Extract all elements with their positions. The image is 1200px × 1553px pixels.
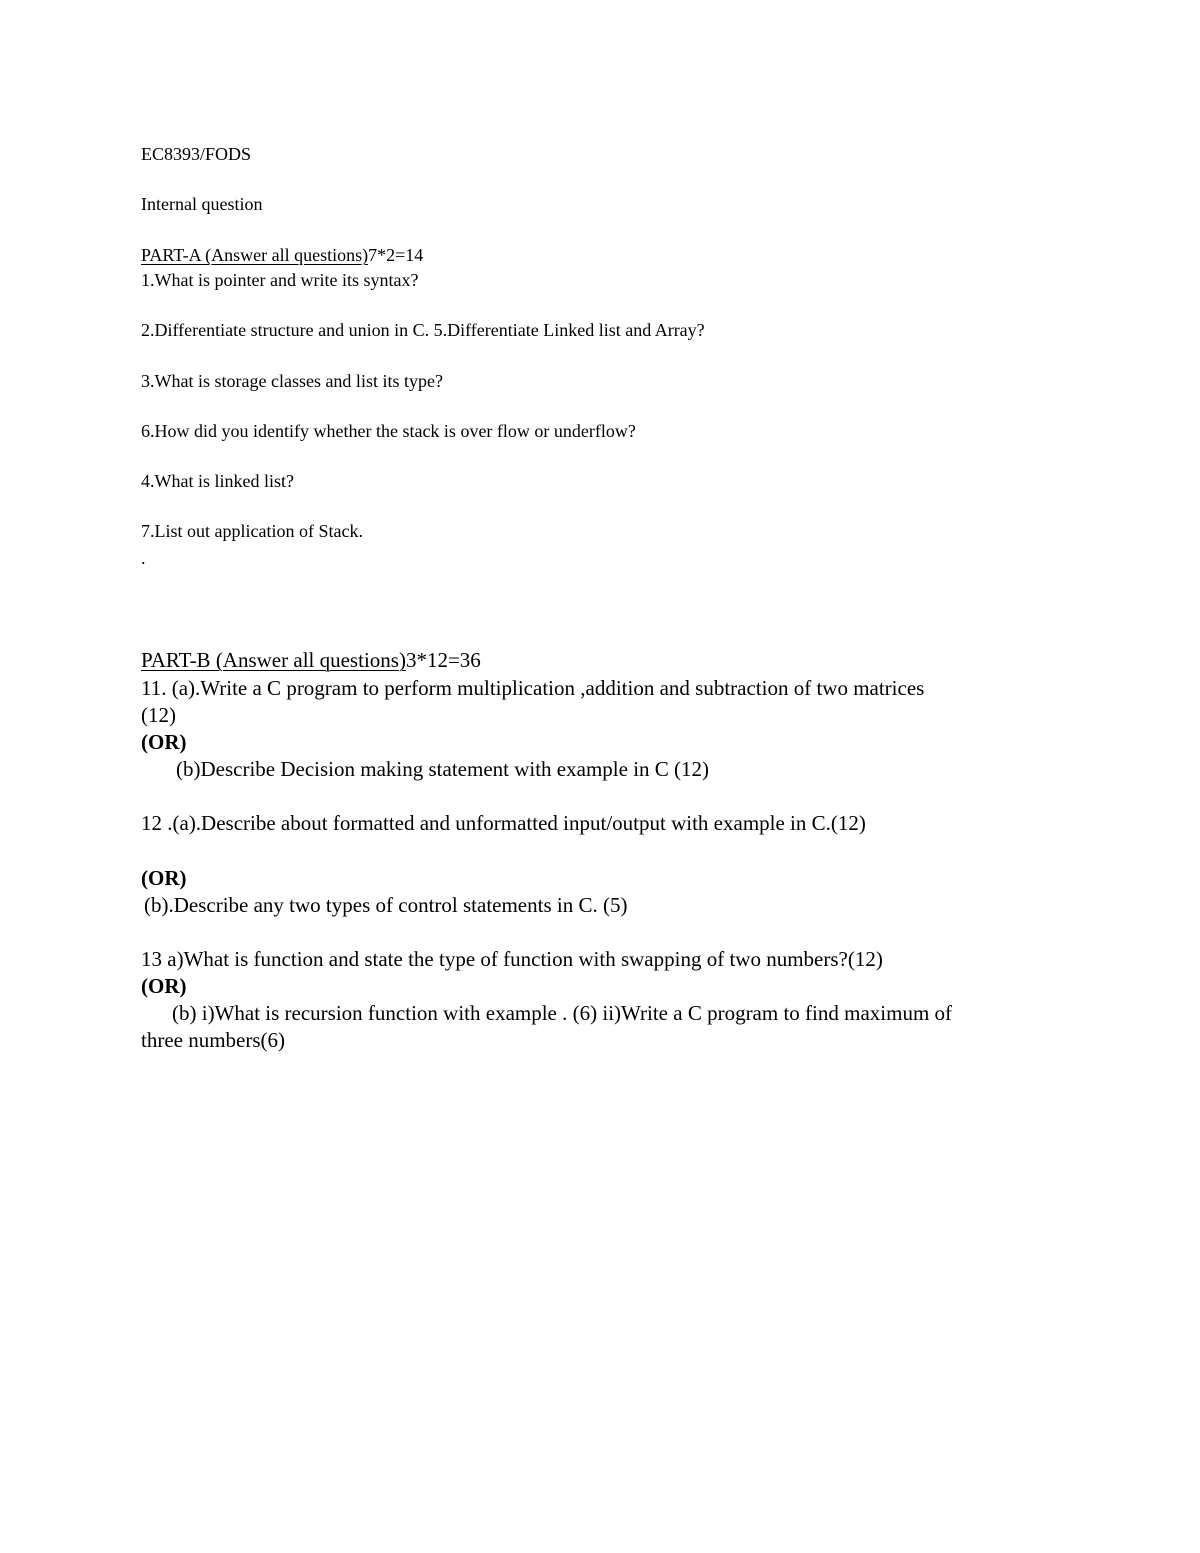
- part-a-question-7: 7.List out application of Stack.: [141, 521, 363, 541]
- part-b-heading: PART-B (Answer all questions): [141, 648, 406, 672]
- part-b-heading-line: [141, 650, 481, 671]
- q13-b-line-1: (b) i)What is recursion function with example . (6) ii)Write a C program to find maximum of: [172, 1001, 953, 1025]
- part-a-question-4: 4.What is linked list?: [141, 471, 294, 491]
- q12-a: 12 .(a).Describe about formatted and unformatted input/output with example in C.(12): [141, 811, 866, 835]
- course-code: EC8393/FODS: [141, 144, 252, 164]
- part-a-question-6: 6.How did you identify whether the stack is over flow or underflow?: [141, 421, 636, 441]
- part-a-marks: 7*2=14: [368, 245, 424, 265]
- q11-a-line-2: (12): [141, 703, 176, 727]
- q13-or-label: (OR): [141, 974, 187, 998]
- part-a-heading: PART-A (Answer all questions): [141, 245, 369, 265]
- q13-b-line-2: three numbers(6): [141, 1028, 286, 1052]
- part-a-heading-line: [141, 246, 423, 264]
- part-a-question-1: 1.What is pointer and write its syntax?: [141, 270, 419, 290]
- part-a-question-3: 3.What is storage classes and list its type?: [141, 371, 443, 391]
- part-b-marks: 3*12=36: [405, 648, 481, 672]
- part-a-question-2: 2.Differentiate structure and union in C. 5.Differentiate Linked list and Array?: [141, 320, 705, 340]
- q12-b: (b).Describe any two types of control statements in C. (5): [144, 893, 628, 917]
- q11-b: (b)Describe Decision making statement with example in C (12): [176, 757, 710, 781]
- q11-or-label: (OR): [141, 730, 187, 754]
- document-subtitle: Internal question: [141, 194, 263, 214]
- q13-a: 13 a)What is function and state the type of function with swapping of two numbers?(12): [141, 947, 883, 971]
- q11-a-line-1: 11. (a).Write a C program to perform multiplication ,addition and subtraction of two matrices: [141, 676, 925, 700]
- part-a-trailing-mark: .: [141, 548, 146, 568]
- q12-or-label: (OR): [141, 866, 187, 890]
